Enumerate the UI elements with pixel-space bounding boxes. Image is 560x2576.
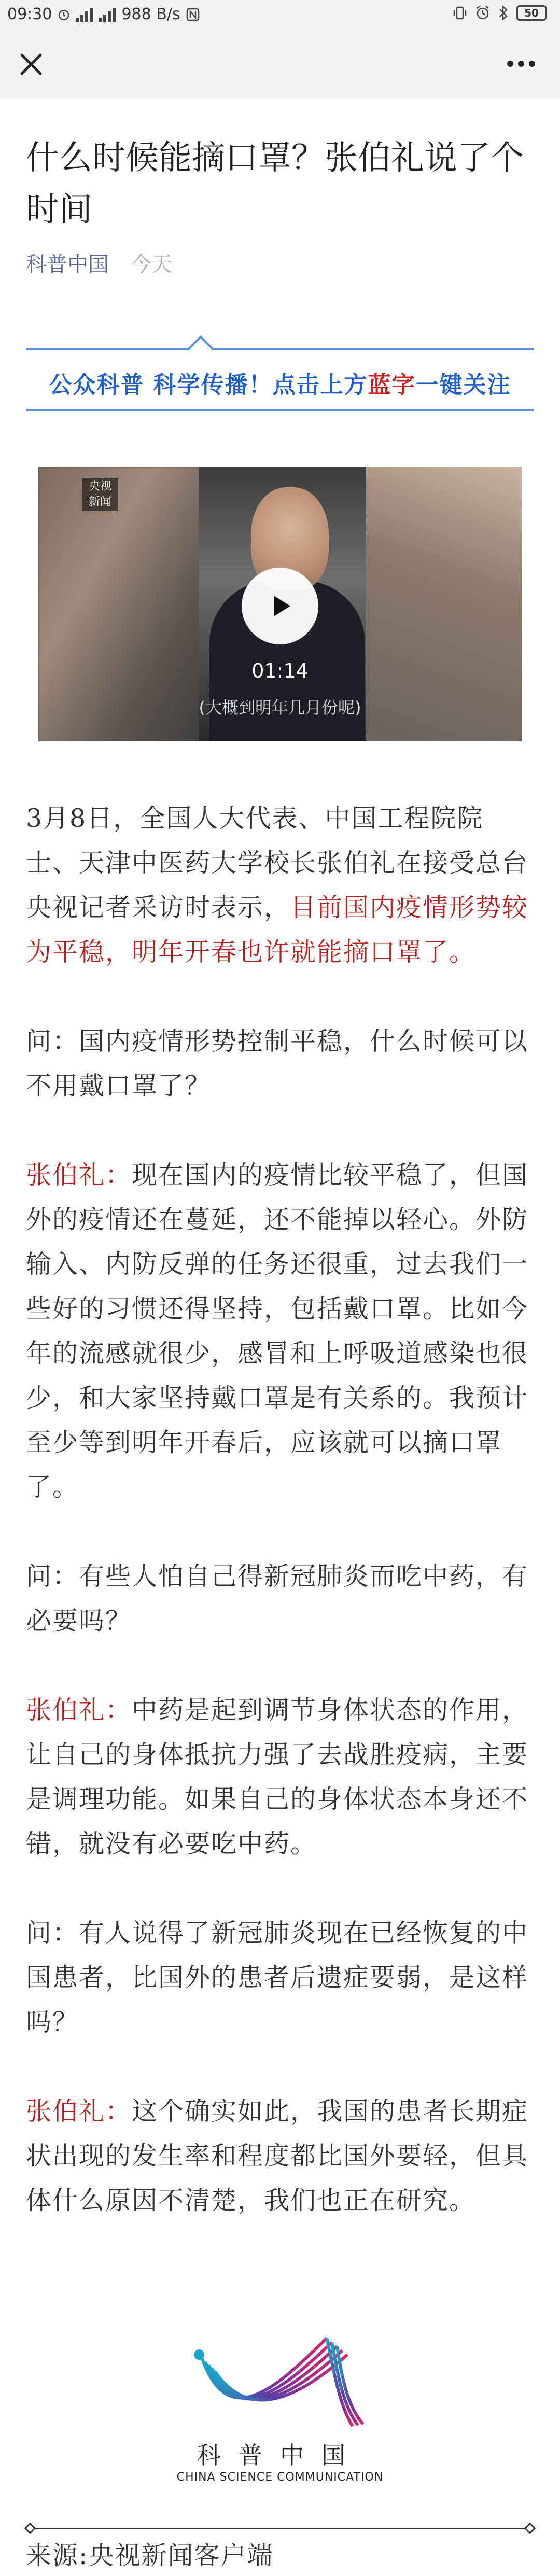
video-player[interactable]	[38, 467, 522, 741]
speaker-name: 张伯礼：	[26, 1160, 132, 1190]
logo-line-1: 央视	[88, 480, 111, 493]
clock: 09:30	[7, 5, 52, 23]
article-meta	[26, 248, 172, 277]
status-bar	[0, 0, 560, 30]
logo-english-name: CHINA SCIENCE COMMUNICATION	[176, 2471, 384, 2484]
nfc-icon	[186, 7, 200, 22]
banner-notch	[188, 335, 213, 360]
logo-chinese-name: 科普中国	[197, 2441, 363, 2469]
video-subtitle: (大概到明年几月份呢)	[199, 698, 361, 717]
signal-2-icon	[99, 7, 116, 22]
divider-right-diamond	[524, 2523, 536, 2535]
vibrate-icon	[452, 6, 468, 20]
question-1: 问：国内疫情形势控制平稳，什么时候可以不用戴口罩了？	[26, 1026, 529, 1101]
intro-text: 3月8日，全国人大代表、中国工程院院士、天津中医药大学校长张伯礼在接受总台央视记者采访时表示，	[26, 804, 529, 922]
close-button[interactable]	[16, 49, 47, 80]
battery-icon: 50	[516, 5, 547, 21]
bluetooth-icon	[498, 5, 509, 21]
status-right	[452, 5, 547, 21]
banner-highlight[interactable]: 蓝字	[368, 372, 416, 398]
answer-1-text: 现在国内的疫情比较平稳了，但国外的疫情还在蔓延，还不能掉以轻心。外防输入、内防反弹的任务还很重，过去我们一些好的习惯还得坚持，包括戴口罩。比如今年的流感就很少，感冒和上呼吸道感染也很少，和大家坚持戴口罩是有关系的。我预计至少等到明年开春后，应该就可以摘口罩了。	[26, 1160, 529, 1502]
banner-top-line	[26, 348, 534, 350]
signal-1-icon	[76, 7, 93, 22]
answer-3	[26, 2089, 534, 2223]
speaker-name: 张伯礼：	[26, 1695, 132, 1725]
more-icon	[503, 51, 539, 77]
china-science-logo	[156, 2328, 404, 2499]
divider-left-diamond	[24, 2523, 36, 2535]
alarm-clock-icon	[475, 5, 491, 21]
speaker-name: 张伯礼：	[26, 2096, 132, 2126]
nav-bar	[0, 30, 560, 98]
divider-line	[31, 2528, 529, 2529]
cctv-news-logo	[82, 478, 118, 511]
network-speed: 988 B/s	[121, 5, 180, 23]
question-2: 问：有些人怕自己得新冠肺炎而吃中药，有必要吗？	[26, 1561, 529, 1636]
status-left	[7, 5, 200, 23]
close-icon	[16, 49, 47, 80]
more-options-button[interactable]	[503, 51, 539, 77]
account-name-link[interactable]: 科普中国	[26, 252, 109, 276]
section-divider	[26, 2523, 534, 2535]
answer-2	[26, 1688, 534, 1866]
play-button[interactable]	[242, 568, 318, 644]
article-title: 什么时候能摘口罩？张伯礼说了个时间	[26, 139, 524, 229]
banner-text-after: 一键关注	[415, 372, 511, 398]
play-icon	[264, 590, 296, 622]
paragraph-intro	[26, 796, 534, 975]
article-source: 来源:央视新闻客户端	[26, 2541, 274, 2570]
answer-3-text: 这个确实如此，我国的患者长期症状出现的发生率和程度都比国外要轻，但具体什么原因不清楚，我们也正在研究。	[26, 2096, 529, 2215]
alarm-icon	[57, 8, 71, 21]
banner-text	[26, 366, 534, 399]
banner-text-before: 公众科普 科学传播！点击上方	[49, 372, 368, 398]
banner-bottom-line	[26, 409, 534, 411]
answer-1	[26, 1153, 534, 1510]
follow-banner	[26, 348, 534, 411]
video-duration: 01:14	[251, 659, 309, 682]
answer-2-text: 中药是起到调节身体状态的作用，让自己的身体抵抗力强了去战胜疫病，主要是调理功能。如果自己的身体状态本身还不错，就没有必要吃中药。	[26, 1695, 529, 1859]
question-3: 问：有人说得了新冠肺炎现在已经恢复的中国患者，比国外的患者后遗症要弱，是这样吗？	[26, 1918, 529, 2037]
intro-highlight: 目前国内疫情形势较为平稳，明年开春也许就能摘口罩了。	[26, 893, 529, 967]
logo-ribbon-icon	[156, 2328, 404, 2437]
publish-date: 今天	[131, 252, 172, 276]
logo-line-2: 新闻	[88, 496, 111, 509]
article-body	[26, 796, 534, 2223]
